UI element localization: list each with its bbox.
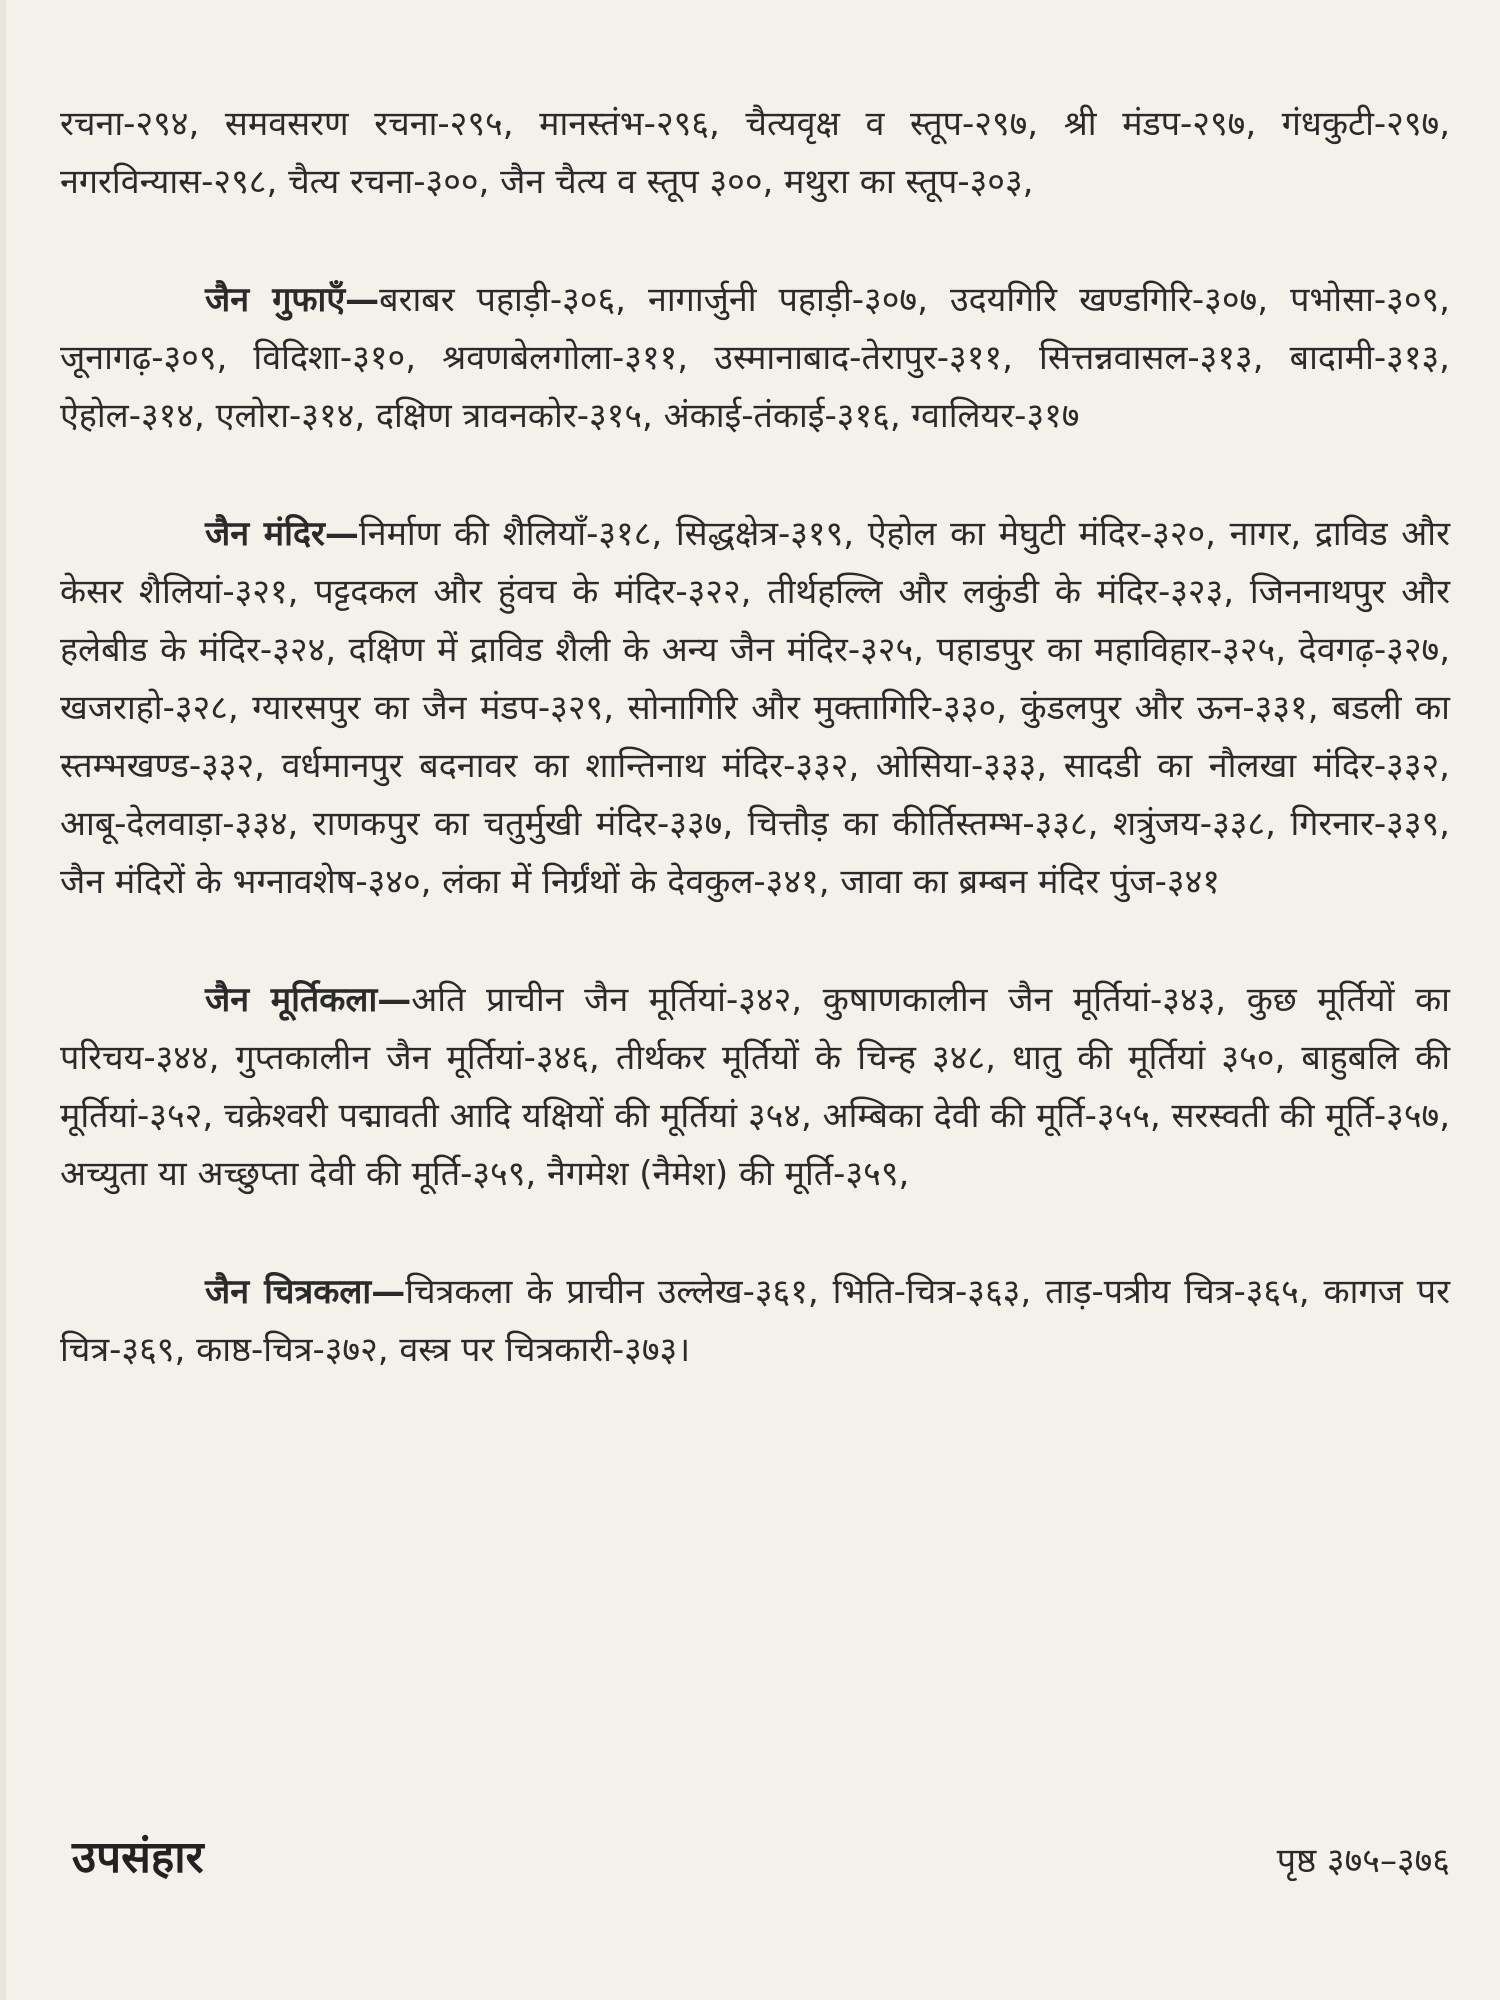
page-edge-shadow xyxy=(0,0,6,2000)
section-body-jain-caves: बराबर पहाड़ी-३०६, नागार्जुनी पहाड़ी-३०७, उदयगिरि खण्डगिरि-३०७, पभोसा-३०९, जूनागढ़-३०९, विदिशा-३१०, श्रवणबेलगोला-३११, उस्मानाबाद-तेरापुर-३११, सित्तन्नवासल-३१३, बादामी-३१३, ऐहोल-३१४, एलोरा-३१४, दक्षिण त्रावनकोर-३१५, अंकाई-तंकाई-३१६, ग्वालियर-३१७ xyxy=(60,280,1450,436)
table-of-contents-body xyxy=(60,95,1450,1379)
conclusion-row xyxy=(72,1825,1450,1895)
section-heading-jain-sculpture: जैन मूर्तिकला— xyxy=(205,980,412,1020)
toc-continuation-paragraph xyxy=(60,95,1450,211)
conclusion-page-range: पृष्ठ ३७५–३७६ xyxy=(1276,1841,1450,1881)
paragraph-gap xyxy=(60,445,1450,505)
toc-section-jain-caves xyxy=(60,271,1450,445)
section-body-jain-painting: चित्रकला के प्राचीन उल्लेख-३६१, भिति-चित्र-३६३, ताड़-पत्रीय चित्र-३६५, कागज पर चित्र-३६९, काष्ठ-चित्र-३७२, वस्त्र पर चित्रकारी-३७३। xyxy=(60,1272,1450,1370)
toc-section-jain-sculpture xyxy=(60,971,1450,1203)
paragraph-gap xyxy=(60,1203,1450,1263)
toc-section-jain-temples xyxy=(60,505,1450,911)
toc-section-jain-painting xyxy=(60,1263,1450,1379)
section-body-jain-temples: निर्माण की शैलियाँ-३१८, सिद्धक्षेत्र-३१९, ऐहोल का मेघुटी मंदिर-३२०, नागर, द्राविड और केसर शैलियां-३२१, पट्टदकल और हुंवच के मंदिर-३२२, तीर्थहल्लि और लकुंडी के मंदिर-३२३, जिननाथपुर और हलेबीड के मंदिर-३२४, दक्षिण में द्राविड शैली के अन्य जैन मंदिर-३२५, पहाडपुर का महाविहार-३२५, देवगढ़-३२७, खजराहो-३२८, ग्यारसपुर का जैन मंडप-३२९, सोनागिरि और मुक्तागिरि-३३०, कुंडलपुर और ऊन-३३१, बडली का स्तम्भखण्ड-३३२, वर्धमानपुर बदनावर का शान्तिनाथ मंदिर-३३२, ओसिया-३३३, सादडी का नौलखा मंदिर-३३२, आबू-देलवाड़ा-३३४, राणकपुर का चतुर्मुखी मंदिर-३३७, चित्तौड़ का कीर्तिस्तम्भ-३३८, शत्रुंजय-३३८, गिरनार-३३९, जैन मंदिरों के भग्नावशेष-३४०, लंका में निर्ग्रंथों के देवकुल-३४१, जावा का ब्रम्बन मंदिर पुंज-३४१ xyxy=(60,514,1450,902)
paragraph-gap xyxy=(60,211,1450,271)
conclusion-title: उपसंहार xyxy=(72,1832,204,1883)
section-heading-jain-temples: जैन मंदिर— xyxy=(205,514,359,554)
section-body-jain-sculpture: अति प्राचीन जैन मूर्तियां-३४२, कुषाणकालीन जैन मूर्तियां-३४३, कुछ मूर्तियों का परिचय-३४४, गुप्तकालीन जैन मूर्तियां-३४६, तीर्थकर मूर्तियों के चिन्ह ३४८, धातु की मूर्तियां ३५०, बाहुबलि की मूर्तियां-३५२, चक्रेश्वरी पद्मावती आदि यक्षियों की मूर्तियां ३५४, अम्बिका देवी की मूर्ति-३५५, सरस्वती की मूर्ति-३५७, अच्युता या अच्छुप्ता देवी की मूर्ति-३५९, नैगमेश (नैमेश) की मूर्ति-३५९, xyxy=(60,980,1450,1194)
section-heading-jain-caves: जैन गुफाएँ— xyxy=(205,280,380,320)
toc-continuation-text: रचना-२९४, समवसरण रचना-२९५, मानस्तंभ-२९६, चैत्यवृक्ष व स्तूप-२९७, श्री मंडप-२९७, गंधकुटी-२९७, नगरविन्यास-२९८, चैत्य रचना-३००, जैन चैत्य व स्तूप ३००, मथुरा का स्तूप-३०३, xyxy=(60,104,1450,202)
section-heading-jain-painting: जैन चित्रकला— xyxy=(205,1272,406,1312)
paragraph-gap xyxy=(60,911,1450,971)
